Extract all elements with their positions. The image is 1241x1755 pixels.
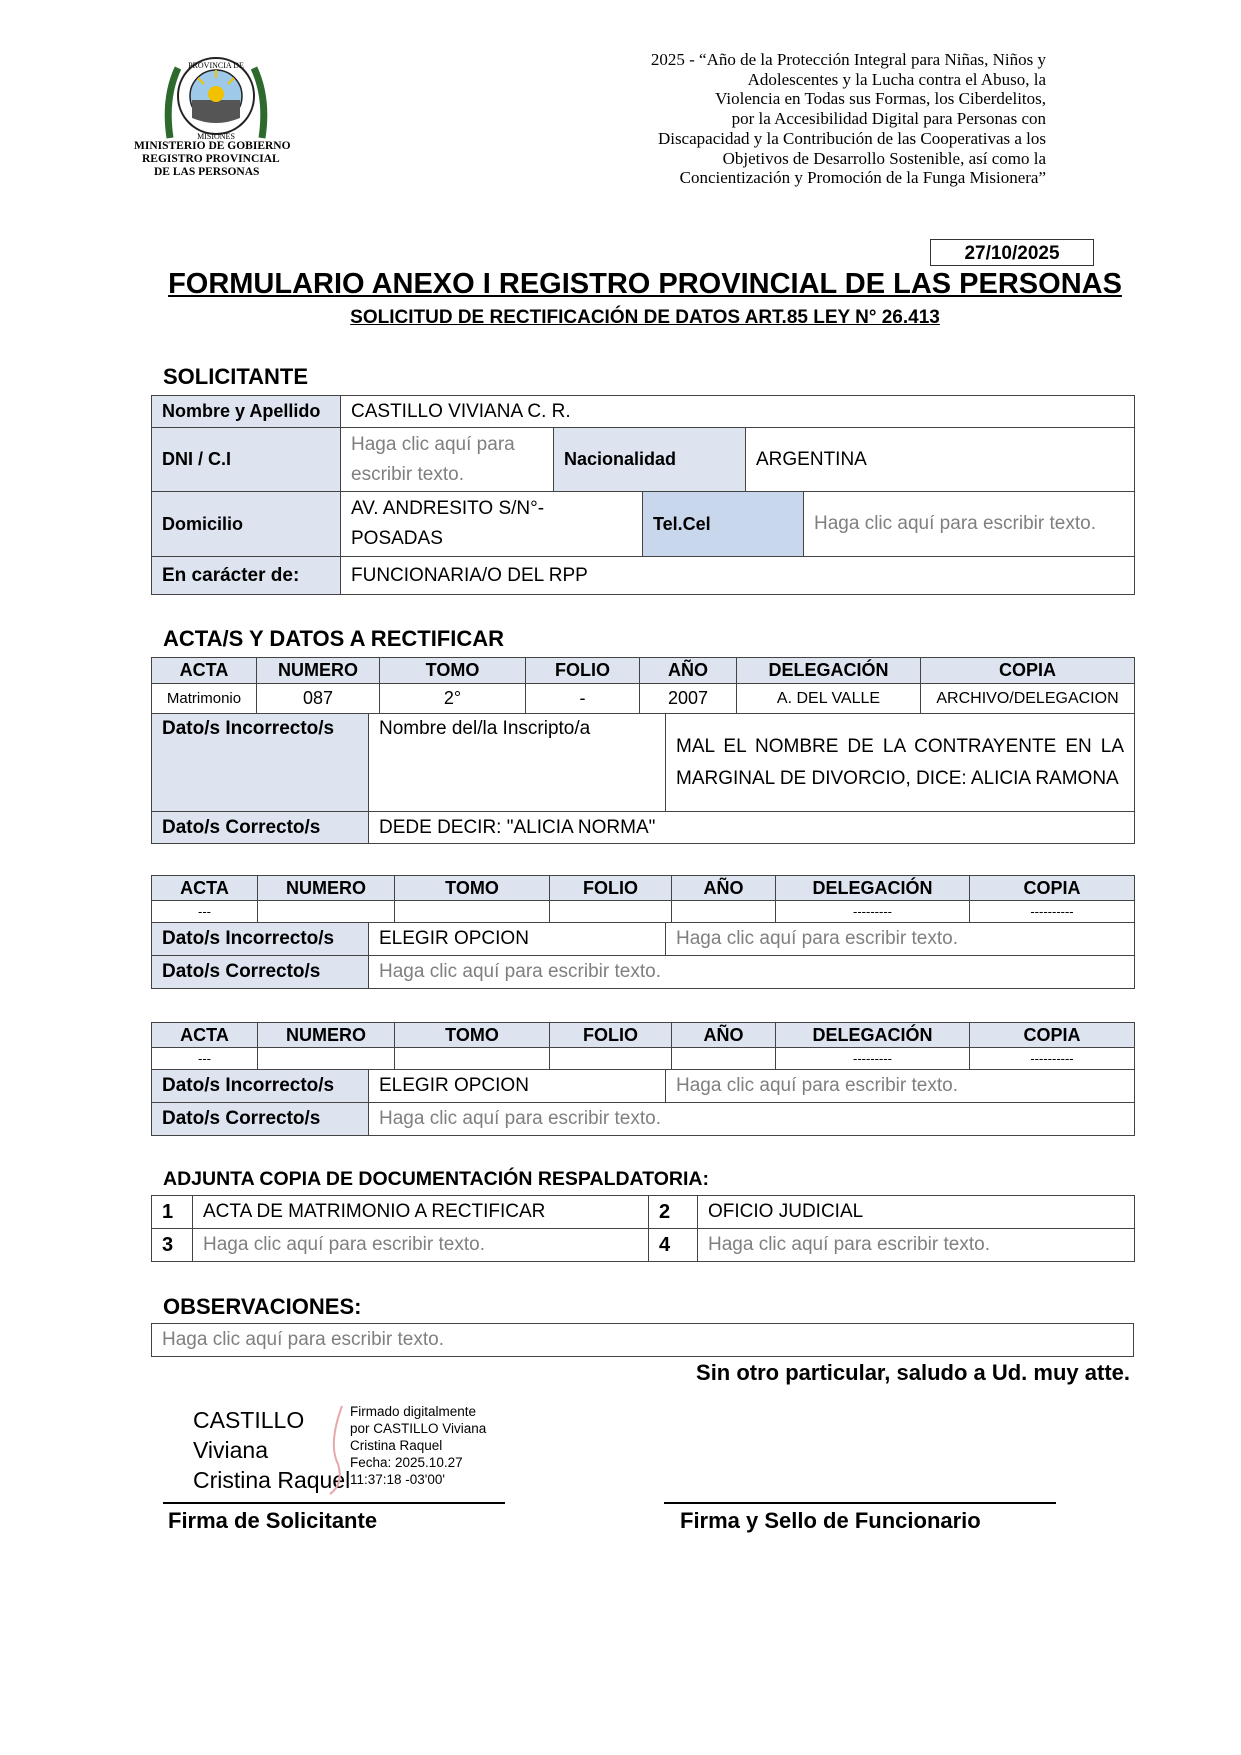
form-title: FORMULARIO ANEXO I REGISTRO PROVINCIAL DE LAS PERSONAS (168, 268, 1122, 300)
acta-numero-field[interactable] (258, 1048, 395, 1070)
correct-text-field[interactable]: Haga clic aquí para escribir texto. (369, 1103, 1135, 1136)
header-delegacion: DELEGACIÓN (776, 1023, 970, 1048)
nombre-label: Nombre y Apellido (152, 396, 341, 428)
solicitante-signature-line (163, 1502, 505, 1504)
header-tomo: TOMO (395, 1023, 550, 1048)
incorrect-text-field[interactable]: Haga clic aquí para escribir texto. (666, 923, 1135, 956)
closing-text: Sin otro particular, saludo a Ud. muy atte. (696, 1360, 1130, 1385)
section-observaciones: OBSERVACIONES: (163, 1294, 362, 1319)
acta-tomo-field[interactable]: 2° (380, 684, 526, 714)
adjunta-num: 4 (649, 1229, 698, 1262)
header-copia: COPIA (921, 658, 1135, 684)
incorrect-option-select[interactable]: ELEGIR OPCION (369, 923, 666, 956)
acta-copia-field[interactable]: ARCHIVO/DELEGACION (921, 684, 1135, 714)
signature-mark-icon (326, 1404, 346, 1496)
acta-folio-field[interactable]: - (526, 684, 640, 714)
acta-copia-field[interactable]: ---------- (970, 901, 1135, 923)
domicilio-label: Domicilio (152, 492, 341, 557)
adjunta-num: 3 (152, 1229, 193, 1262)
nacionalidad-label: Nacionalidad (554, 428, 746, 492)
acta-numero-field[interactable]: 087 (257, 684, 380, 714)
header-tomo: TOMO (380, 658, 526, 684)
adjunta-table (151, 1195, 1135, 1262)
adjunta-field[interactable]: Haga clic aquí para escribir texto. (193, 1229, 649, 1262)
incorrect-option-select[interactable]: Nombre del/la Inscripto/a (369, 714, 666, 812)
header-delegacion: DELEGACIÓN (776, 876, 970, 901)
domicilio-field[interactable]: AV. ANDRESITO S/N°- POSADAS (341, 492, 643, 557)
solicitante-table (151, 395, 1135, 595)
telcel-label: Tel.Cel (643, 492, 804, 557)
acta-folio-field[interactable] (550, 901, 672, 923)
header-folio: FOLIO (550, 1023, 672, 1048)
section-solicitante: SOLICITANTE (163, 364, 309, 389)
adjunta-field[interactable]: Haga clic aquí para escribir texto. (698, 1229, 1135, 1262)
acta-anio-field[interactable] (672, 901, 776, 923)
incorrect-text-field[interactable]: MAL EL NOMBRE DE LA CONTRAYENTE EN LA MARGINAL DE DIVORCIO, DICE: ALICIA RAMONA (666, 714, 1135, 812)
acta-1-table (151, 657, 1135, 714)
header-acta: ACTA (152, 876, 258, 901)
header-folio: FOLIO (550, 876, 672, 901)
acta-2-datos-table (151, 922, 1135, 989)
acta-tipo-field[interactable]: --- (152, 901, 258, 923)
form-subtitle: SOLICITUD DE RECTIFICACIÓN DE DATOS ART.85 LEY N° 26.413 (350, 307, 940, 328)
date-field[interactable]: 27/10/2025 (930, 239, 1094, 266)
adjunta-num: 2 (649, 1196, 698, 1229)
acta-delegacion-field[interactable]: --------- (776, 1048, 970, 1070)
header-delegacion: DELEGACIÓN (737, 658, 921, 684)
adjunta-num: 1 (152, 1196, 193, 1229)
funcionario-signature-line (664, 1502, 1056, 1504)
correct-label: Dato/s Correcto/s (152, 812, 369, 844)
header-anio: AÑO (672, 1023, 776, 1048)
acta-folio-field[interactable] (550, 1048, 672, 1070)
acta-tipo-field[interactable]: Matrimonio (152, 684, 257, 714)
header-anio: AÑO (640, 658, 737, 684)
acta-anio-field[interactable]: 2007 (640, 684, 737, 714)
caracter-label: En carácter de: (152, 557, 341, 595)
acta-delegacion-field[interactable]: A. DEL VALLE (737, 684, 921, 714)
dni-label: DNI / C.I (152, 428, 341, 492)
acta-copia-field[interactable]: ---------- (970, 1048, 1135, 1070)
acta-anio-field[interactable] (672, 1048, 776, 1070)
correct-text-field[interactable]: DEDE DECIR: "ALICIA NORMA" (369, 812, 1135, 844)
observaciones-field[interactable]: Haga clic aquí para escribir texto. (152, 1324, 1134, 1357)
incorrect-label: Dato/s Incorrecto/s (152, 1070, 369, 1103)
dni-field[interactable]: Haga clic aquí para escribir texto. (341, 428, 554, 492)
observaciones-table (151, 1323, 1134, 1357)
correct-label: Dato/s Correcto/s (152, 1103, 369, 1136)
caracter-field[interactable]: FUNCIONARIA/O DEL RPP (341, 557, 1135, 595)
header-copia: COPIA (970, 1023, 1135, 1048)
acta-delegacion-field[interactable]: --------- (776, 901, 970, 923)
firma-solicitante-label: Firma de Solicitante (168, 1508, 378, 1533)
acta-3-datos-table (151, 1069, 1135, 1136)
acta-numero-field[interactable] (258, 901, 395, 923)
incorrect-text-field[interactable]: Haga clic aquí para escribir texto. (666, 1070, 1135, 1103)
header-copia: COPIA (970, 876, 1135, 901)
nacionalidad-field[interactable]: ARGENTINA (746, 428, 1135, 492)
incorrect-option-select[interactable]: ELEGIR OPCION (369, 1070, 666, 1103)
seal-top-text: PROVINCIA DE (188, 61, 244, 70)
signer-name: CASTILLO Viviana Cristina Raquel (193, 1407, 351, 1493)
acta-tomo-field[interactable] (395, 1048, 550, 1070)
annual-phrase: 2025 - “Año de la Protección Integral para Niñas, Niños y Adolescentes y la Lucha contra el Abuso, la Violencia en Todas sus Formas, los Ciberdelitos, por la Accesibilidad Digital para Personas con Discapacidad y la Contribución de las Cooperativas a los Objetivos de Desarrollo Sostenible, así como la Concientización y Promoción de la Funga Misionera” (650, 50, 1046, 188)
acta-tomo-field[interactable] (395, 901, 550, 923)
telcel-field[interactable]: Haga clic aquí para escribir texto. (804, 492, 1135, 557)
acta-1-datos-table (151, 713, 1135, 844)
adjunta-field[interactable]: ACTA DE MATRIMONIO A RECTIFICAR (193, 1196, 649, 1229)
nombre-field[interactable]: CASTILLO VIVIANA C. R. (341, 396, 1135, 428)
correct-label: Dato/s Correcto/s (152, 956, 369, 989)
adjunta-field[interactable]: OFICIO JUDICIAL (698, 1196, 1135, 1229)
header-acta: ACTA (152, 1023, 258, 1048)
digital-signature-info: Firmado digitalmente por CASTILLO Viviana Cristina Raquel Fecha: 2025.10.27 11:37:18 -03'00' (350, 1404, 487, 1487)
header-acta: ACTA (152, 658, 257, 684)
correct-text-field[interactable]: Haga clic aquí para escribir texto. (369, 956, 1135, 989)
header-tomo: TOMO (395, 876, 550, 901)
acta-2-table (151, 875, 1135, 923)
acta-3-table (151, 1022, 1135, 1070)
header-folio: FOLIO (526, 658, 640, 684)
seal-bottom-text: MISIONES (197, 132, 235, 141)
acta-tipo-field[interactable]: --- (152, 1048, 258, 1070)
header-numero: NUMERO (258, 876, 395, 901)
ministry-name: MINISTERIO DE GOBIERNO REGISTRO PROVINCIAL DE LAS PERSONAS (134, 140, 291, 178)
section-actas: ACTA/S Y DATOS A RECTIFICAR (163, 626, 505, 651)
firma-funcionario-label: Firma y Sello de Funcionario (680, 1508, 981, 1533)
header-anio: AÑO (672, 876, 776, 901)
header-numero: NUMERO (257, 658, 380, 684)
province-seal-logo (164, 48, 268, 148)
section-adjunta: ADJUNTA COPIA DE DOCUMENTACIÓN RESPALDATORIA: (163, 1168, 709, 1190)
incorrect-label: Dato/s Incorrecto/s (152, 923, 369, 956)
header-numero: NUMERO (258, 1023, 395, 1048)
incorrect-label: Dato/s Incorrecto/s (152, 714, 369, 812)
